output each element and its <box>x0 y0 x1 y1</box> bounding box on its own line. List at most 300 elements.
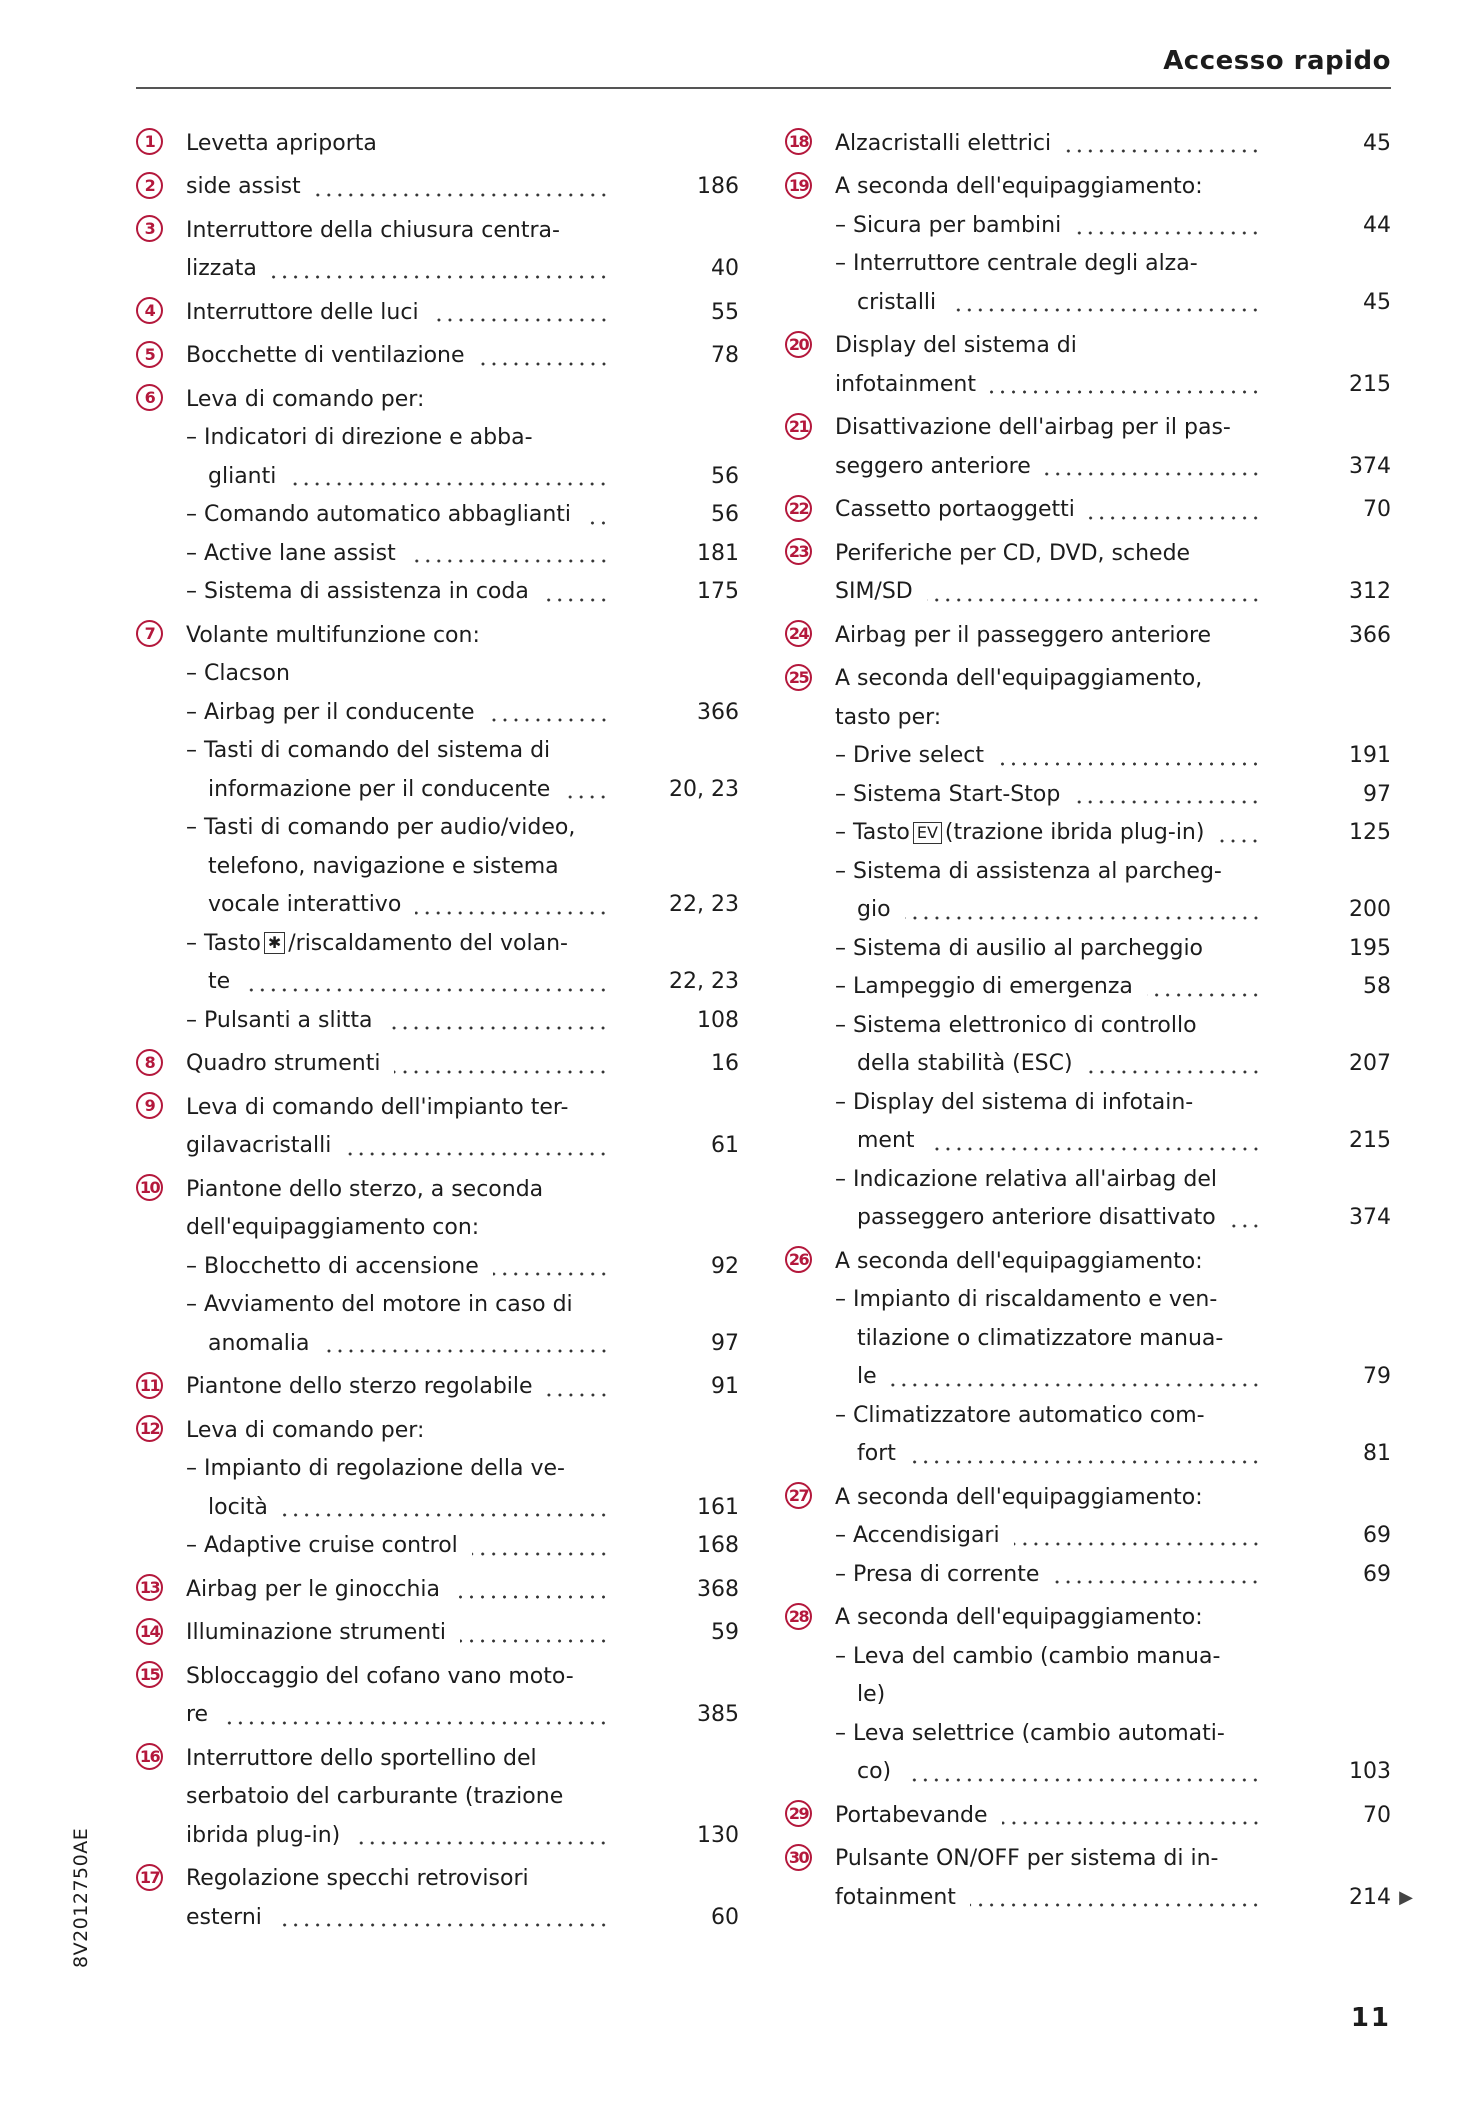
entry-line <box>136 380 739 419</box>
entry-text: Alzacristalli elettrici <box>835 130 1052 156</box>
entry-main <box>136 1368 739 1407</box>
index-entry <box>785 327 1391 404</box>
entry-text: Leva di comando per: <box>186 1417 425 1443</box>
page-reference[interactable]: 69 <box>1363 1523 1391 1549</box>
entry-line <box>785 168 1391 207</box>
page-reference[interactable]: 191 <box>1349 743 1391 769</box>
entry-text: – Presa di corrente <box>835 1561 1040 1587</box>
entry-line <box>785 1555 1391 1594</box>
page-reference[interactable]: 130 <box>697 1822 739 1848</box>
entry-line <box>785 1478 1391 1517</box>
entry-text: Quadro strumenti <box>186 1051 381 1077</box>
entry-text: fort <box>857 1441 896 1467</box>
page-reference[interactable]: 78 <box>711 343 739 369</box>
document-code: 8V2012750AE <box>70 1827 92 1968</box>
entry-main <box>136 1657 739 1734</box>
item-number-badge: 25 <box>785 664 812 691</box>
page-reference[interactable]: 97 <box>711 1330 739 1356</box>
page-reference[interactable]: 70 <box>1363 497 1391 523</box>
entry-text: anomalia <box>208 1330 310 1356</box>
entry-text: dell'equipaggiamento con: <box>186 1215 480 1241</box>
dot-leader <box>489 701 609 723</box>
entry-text: Sbloccaggio del cofano vano moto- <box>186 1663 574 1689</box>
entry-text: – Tasti di comando del sistema di <box>186 738 551 764</box>
item-number-badge: 18 <box>785 128 812 155</box>
index-entry <box>785 491 1391 530</box>
entry-text: – Display del sistema di infotain- <box>835 1089 1194 1115</box>
entry-line <box>785 775 1391 814</box>
sub-entry <box>785 775 1391 814</box>
dot-leader <box>1087 1053 1261 1075</box>
index-entry <box>136 1739 739 1855</box>
sub-entry <box>785 929 1391 968</box>
dot-leader <box>479 345 609 367</box>
entry-text: Levetta apriporta <box>186 130 377 156</box>
dot-leader <box>1147 976 1261 998</box>
entry-text: – Avviamento del motore in caso di <box>186 1292 573 1318</box>
entry-main <box>136 1570 739 1609</box>
dot-leader <box>543 581 609 603</box>
page-reference[interactable]: 16 <box>711 1051 739 1077</box>
entry-text: esterni <box>186 1904 262 1930</box>
entry-text: serbatoio del carburante (trazione <box>186 1784 564 1810</box>
page-reference[interactable]: 108 <box>697 1007 739 1033</box>
page-reference[interactable]: 56 <box>711 463 739 489</box>
page-reference[interactable]: 59 <box>711 1620 739 1646</box>
entry-main <box>785 168 1391 207</box>
entry-line <box>136 1247 739 1286</box>
dot-leader <box>990 373 1261 395</box>
page-reference[interactable]: 60 <box>711 1904 739 1930</box>
item-number-badge: 24 <box>785 620 812 647</box>
entry-text: SIM/SD <box>835 579 913 605</box>
entry-text: – Comando automatico abbaglianti <box>186 502 572 528</box>
entry-text: gio <box>857 897 891 923</box>
dot-leader <box>386 1009 609 1031</box>
page-reference[interactable]: 69 <box>1363 1561 1391 1587</box>
sub-entry <box>785 968 1391 1007</box>
item-number-badge: 19 <box>785 172 812 199</box>
entry-line <box>136 1739 739 1778</box>
index-entry <box>136 1411 739 1565</box>
page-reference[interactable]: 385 <box>697 1702 739 1728</box>
entry-text: Cassetto portaoggetti <box>835 497 1075 523</box>
item-number-badge: 7 <box>136 620 163 647</box>
entry-text: fotainment <box>835 1884 956 1910</box>
item-number-badge: 3 <box>136 215 163 242</box>
page-reference[interactable]: 61 <box>711 1133 739 1159</box>
entry-line <box>785 1083 1391 1122</box>
sub-entry <box>785 1006 1391 1083</box>
entry-text: – Sistema di assistenza al parcheg- <box>835 858 1222 884</box>
dot-leader <box>905 1761 1261 1783</box>
dot-leader <box>394 1053 609 1075</box>
sub-entry <box>785 852 1391 929</box>
page-reference[interactable]: 97 <box>1363 781 1391 807</box>
index-entry <box>785 534 1391 611</box>
page-reference[interactable]: 215 <box>1349 371 1391 397</box>
page-reference[interactable]: 366 <box>697 699 739 725</box>
page-reference[interactable]: 56 <box>711 502 739 528</box>
item-number-badge: 14 <box>136 1618 163 1645</box>
entry-line <box>785 1840 1391 1879</box>
page-reference[interactable]: 366 <box>1349 622 1391 648</box>
dot-leader <box>929 1130 1261 1152</box>
entry-line <box>785 852 1391 891</box>
sub-entry <box>785 814 1391 853</box>
page-reference[interactable]: 374 <box>1349 453 1391 479</box>
sub-entry <box>785 1083 1391 1160</box>
page-reference[interactable]: 103 <box>1349 1759 1391 1785</box>
entry-text: ment <box>857 1128 915 1154</box>
entry-line <box>136 1001 739 1040</box>
index-entry <box>785 1796 1391 1835</box>
entry-line <box>136 1286 739 1325</box>
entry-text: Airbag per le ginocchia <box>186 1576 440 1602</box>
sub-entry <box>136 496 739 535</box>
index-entry <box>785 409 1391 486</box>
page-reference[interactable]: 58 <box>1363 974 1391 1000</box>
dot-leader <box>905 899 1261 921</box>
item-number-badge: 30 <box>785 1844 812 1871</box>
entry-line <box>136 1411 739 1450</box>
dot-leader <box>493 1255 609 1277</box>
page-reference[interactable]: 22, 23 <box>669 892 739 918</box>
item-number-badge: 22 <box>785 495 812 522</box>
dot-leader <box>1089 499 1261 521</box>
entry-line <box>785 1242 1391 1281</box>
entry-main <box>785 409 1391 486</box>
item-number-badge: 10 <box>136 1174 163 1201</box>
entry-main <box>785 1796 1391 1835</box>
entry-text: – Drive select <box>835 743 985 769</box>
sub-entry <box>785 1517 1391 1556</box>
item-number-badge: 5 <box>136 341 163 368</box>
dot-leader <box>998 745 1261 767</box>
page-reference[interactable]: 207 <box>1349 1051 1391 1077</box>
entry-line <box>785 929 1391 968</box>
entry-text: A seconda dell'equipaggiamento: <box>835 174 1203 200</box>
index-entry <box>136 211 739 288</box>
entry-text: Volante multifunzione con: <box>186 622 480 648</box>
entry-line <box>136 1860 739 1899</box>
entry-line <box>136 1816 739 1855</box>
entry-line <box>136 963 739 1002</box>
index-entry <box>785 1478 1391 1594</box>
section-title: Accesso rapido <box>1163 46 1391 76</box>
entry-main <box>136 1411 739 1450</box>
entry-text: – Indicazione relativa all'airbag del <box>835 1166 1218 1192</box>
entry-main <box>785 124 1391 163</box>
entry-text: A seconda dell'equipaggiamento: <box>835 1484 1203 1510</box>
page-reference[interactable]: 200 <box>1349 897 1391 923</box>
index-entry <box>785 1242 1391 1473</box>
entry-text: – Tasto <box>835 820 910 846</box>
dot-leader <box>460 1622 609 1644</box>
entry-line <box>136 693 739 732</box>
dot-leader <box>1075 214 1261 236</box>
dot-leader <box>271 258 609 280</box>
entry-text: glianti <box>208 463 277 489</box>
sub-entry <box>785 1555 1391 1594</box>
page-reference[interactable]: 214 <box>1349 1884 1391 1910</box>
entry-line <box>136 1488 739 1527</box>
entry-line <box>785 1714 1391 1753</box>
entry-text: vocale interattivo <box>208 892 402 918</box>
dot-leader <box>282 1496 609 1518</box>
entry-line <box>136 1324 739 1363</box>
page-reference[interactable]: 195 <box>1349 935 1391 961</box>
item-number-badge: 6 <box>136 384 163 411</box>
entry-text: – Clacson <box>186 661 290 687</box>
item-number-badge: 1 <box>136 128 163 155</box>
entry-text: tasto per: <box>835 704 942 730</box>
sub-entry <box>136 1001 739 1040</box>
entry-main <box>785 1599 1391 1638</box>
index-entry <box>136 293 739 332</box>
entry-line <box>785 1599 1391 1638</box>
entry-line <box>136 1898 739 1937</box>
entry-line <box>785 1517 1391 1556</box>
entry-line <box>136 457 739 496</box>
entry-line <box>785 616 1391 655</box>
dot-leader <box>276 1906 609 1928</box>
dot-leader <box>1002 1804 1261 1826</box>
entry-text: tilazione o climatizzatore manua- <box>857 1325 1224 1351</box>
entry-main <box>136 1860 739 1937</box>
entry-text: – Tasto <box>186 930 261 956</box>
page-reference[interactable]: 215 <box>1349 1128 1391 1154</box>
entry-line <box>136 770 739 809</box>
entry-main <box>785 491 1391 530</box>
dot-leader <box>927 581 1261 603</box>
entry-text: – Interruttore centrale degli alza- <box>835 251 1198 277</box>
index-entry <box>136 1657 739 1734</box>
entry-main <box>136 1045 739 1084</box>
item-number-badge: 20 <box>785 331 812 358</box>
index-column-left <box>136 124 739 1937</box>
sub-entry <box>136 693 739 732</box>
entry-line <box>136 732 739 771</box>
entry-line <box>785 968 1391 1007</box>
entry-line <box>785 1122 1391 1161</box>
index-entry <box>785 660 1391 1238</box>
page-reference[interactable]: 374 <box>1349 1205 1391 1231</box>
entry-text: A seconda dell'equipaggiamento, <box>835 666 1203 692</box>
entry-line <box>785 1006 1391 1045</box>
sub-entry <box>136 1450 739 1527</box>
entry-main <box>785 616 1391 655</box>
entry-line <box>136 1170 739 1209</box>
entry-text: Interruttore dello sportellino del <box>186 1745 537 1771</box>
entry-text: cristalli <box>857 289 937 315</box>
entry-main <box>136 1739 739 1855</box>
entry-text: – Accendisigari <box>835 1523 1000 1549</box>
entry-text: A seconda dell'equipaggiamento: <box>835 1605 1203 1631</box>
page-reference[interactable]: 70 <box>1363 1802 1391 1828</box>
page-reference[interactable]: 81 <box>1363 1441 1391 1467</box>
item-number-badge: 2 <box>136 172 163 199</box>
page-reference[interactable]: 161 <box>697 1494 739 1520</box>
page-reference[interactable]: 22, 23 <box>669 969 739 995</box>
entry-line <box>136 1127 739 1166</box>
entry-text: ibrida plug-in) <box>186 1822 341 1848</box>
page-reference[interactable]: 368 <box>697 1576 739 1602</box>
entry-text: Disattivazione dell'airbag per il pas- <box>835 415 1231 441</box>
entry-line <box>136 1045 739 1084</box>
item-number-badge: 23 <box>785 538 812 565</box>
sub-entry <box>136 732 739 809</box>
page-reference[interactable]: 92 <box>711 1253 739 1279</box>
sub-entry <box>785 1714 1391 1791</box>
page-reference[interactable]: 20, 23 <box>669 776 739 802</box>
page-reference[interactable]: 55 <box>711 299 739 325</box>
dot-leader <box>222 1704 609 1726</box>
entry-text: – Pulsanti a slitta <box>186 1007 373 1033</box>
entry-text: – Lampeggio di emergenza <box>835 974 1133 1000</box>
sub-entry <box>136 1247 739 1286</box>
dot-leader <box>454 1578 609 1600</box>
entry-main <box>785 327 1391 404</box>
item-number-badge: 4 <box>136 297 163 324</box>
entry-text: informazione per il conducente <box>208 776 551 802</box>
sub-entry <box>785 245 1391 322</box>
header-divider <box>136 87 1391 89</box>
entry-text: Piantone dello sterzo regolabile <box>186 1374 533 1400</box>
entry-line <box>136 1209 739 1248</box>
entry-text: le) <box>857 1682 886 1708</box>
item-number-badge: 15 <box>136 1661 163 1688</box>
entry-main <box>136 337 739 376</box>
dot-leader <box>585 504 609 526</box>
entry-text: A seconda dell'equipaggiamento: <box>835 1248 1203 1274</box>
entry-text: Airbag per il passeggero anteriore <box>835 622 1212 648</box>
entry-line <box>136 337 739 376</box>
index-entry <box>136 1170 739 1363</box>
sub-entry <box>785 1396 1391 1473</box>
page-reference[interactable]: 125 <box>1349 820 1391 846</box>
entry-line <box>785 534 1391 573</box>
item-number-badge: 11 <box>136 1372 163 1399</box>
item-number-badge: 28 <box>785 1603 812 1630</box>
item-number-badge: 16 <box>136 1743 163 1770</box>
entry-line <box>136 1570 739 1609</box>
entry-main <box>136 1088 739 1165</box>
entry-text: – Sistema di ausilio al parcheggio <box>835 935 1204 961</box>
sub-entry <box>785 206 1391 245</box>
entry-text: Pulsante ON/OFF per sistema di in- <box>835 1846 1219 1872</box>
entry-line <box>785 327 1391 366</box>
page-reference[interactable]: 40 <box>711 256 739 282</box>
item-number-badge: 12 <box>136 1415 163 1442</box>
dot-leader <box>1065 132 1261 154</box>
dot-leader <box>910 1443 1261 1465</box>
index-entry <box>785 168 1391 322</box>
entry-line <box>136 250 739 289</box>
entry-text: /riscaldamento del volan- <box>288 930 568 956</box>
page-reference[interactable]: 45 <box>1363 289 1391 315</box>
entry-text: telefono, navigazione e sistema <box>208 853 559 879</box>
sub-entry <box>136 534 739 573</box>
sub-entry <box>136 924 739 1001</box>
entry-text: co) <box>857 1759 892 1785</box>
entry-text: – Airbag per il conducente <box>186 699 475 725</box>
entry-line <box>785 737 1391 776</box>
page-reference[interactable]: 186 <box>697 174 739 200</box>
entry-line <box>785 491 1391 530</box>
index-entry <box>136 168 739 207</box>
entry-main <box>136 1170 739 1247</box>
entry-line <box>136 573 739 612</box>
entry-text: – Sistema elettronico di controllo <box>835 1012 1197 1038</box>
entry-line <box>785 365 1391 404</box>
entry-line <box>785 1281 1391 1320</box>
entry-line <box>136 1450 739 1489</box>
dot-leader <box>970 1886 1261 1908</box>
dot-leader <box>345 1135 609 1157</box>
entry-main <box>785 1478 1391 1517</box>
entry-text: Bocchette di ventilazione <box>186 343 465 369</box>
entry-text: – Impianto di riscaldamento e ven- <box>835 1287 1218 1313</box>
dot-leader <box>315 176 609 198</box>
item-number-badge: 9 <box>136 1092 163 1119</box>
index-entry <box>136 1045 739 1084</box>
entry-text: Interruttore delle luci <box>186 299 419 325</box>
dot-leader <box>244 971 609 993</box>
entry-line <box>136 1368 739 1407</box>
entry-line <box>136 655 739 694</box>
entry-text: le <box>857 1364 877 1390</box>
page-reference[interactable]: 181 <box>697 540 739 566</box>
entry-text: side assist <box>186 174 301 200</box>
entry-line <box>785 1796 1391 1835</box>
entry-line <box>785 447 1391 486</box>
page-reference[interactable]: 79 <box>1363 1364 1391 1390</box>
entry-main <box>136 124 739 163</box>
dot-leader <box>324 1332 609 1354</box>
entry-text: – Active lane assist <box>186 540 396 566</box>
index-entry <box>136 616 739 1040</box>
entry-text: – Climatizzatore automatico com- <box>835 1402 1205 1428</box>
dot-leader <box>564 778 609 800</box>
dot-leader <box>1045 455 1261 477</box>
page-reference[interactable]: 45 <box>1363 130 1391 156</box>
entry-line <box>136 924 739 963</box>
ev-key-icon: EV <box>913 822 942 844</box>
page-reference[interactable]: 312 <box>1349 579 1391 605</box>
entry-line <box>785 1319 1391 1358</box>
dot-leader <box>1014 1525 1261 1547</box>
page-reference[interactable]: 91 <box>711 1374 739 1400</box>
dot-leader <box>950 291 1261 313</box>
entry-text: – Indicatori di direzione e abba- <box>186 425 533 451</box>
dot-leader <box>547 1376 609 1398</box>
entry-line <box>136 211 739 250</box>
entry-line <box>785 1396 1391 1435</box>
entry-line <box>785 1676 1391 1715</box>
entry-text: passeggero anteriore disattivato <box>857 1205 1216 1231</box>
entry-line <box>136 1614 739 1653</box>
dot-leader <box>472 1535 609 1557</box>
page-reference[interactable]: 168 <box>697 1533 739 1559</box>
entry-line <box>785 573 1391 612</box>
dot-leader <box>410 542 609 564</box>
index-entry <box>136 1368 739 1407</box>
entry-line <box>785 1637 1391 1676</box>
entry-line <box>136 1696 739 1735</box>
page-reference[interactable]: 44 <box>1363 212 1391 238</box>
page-reference[interactable]: 175 <box>697 579 739 605</box>
